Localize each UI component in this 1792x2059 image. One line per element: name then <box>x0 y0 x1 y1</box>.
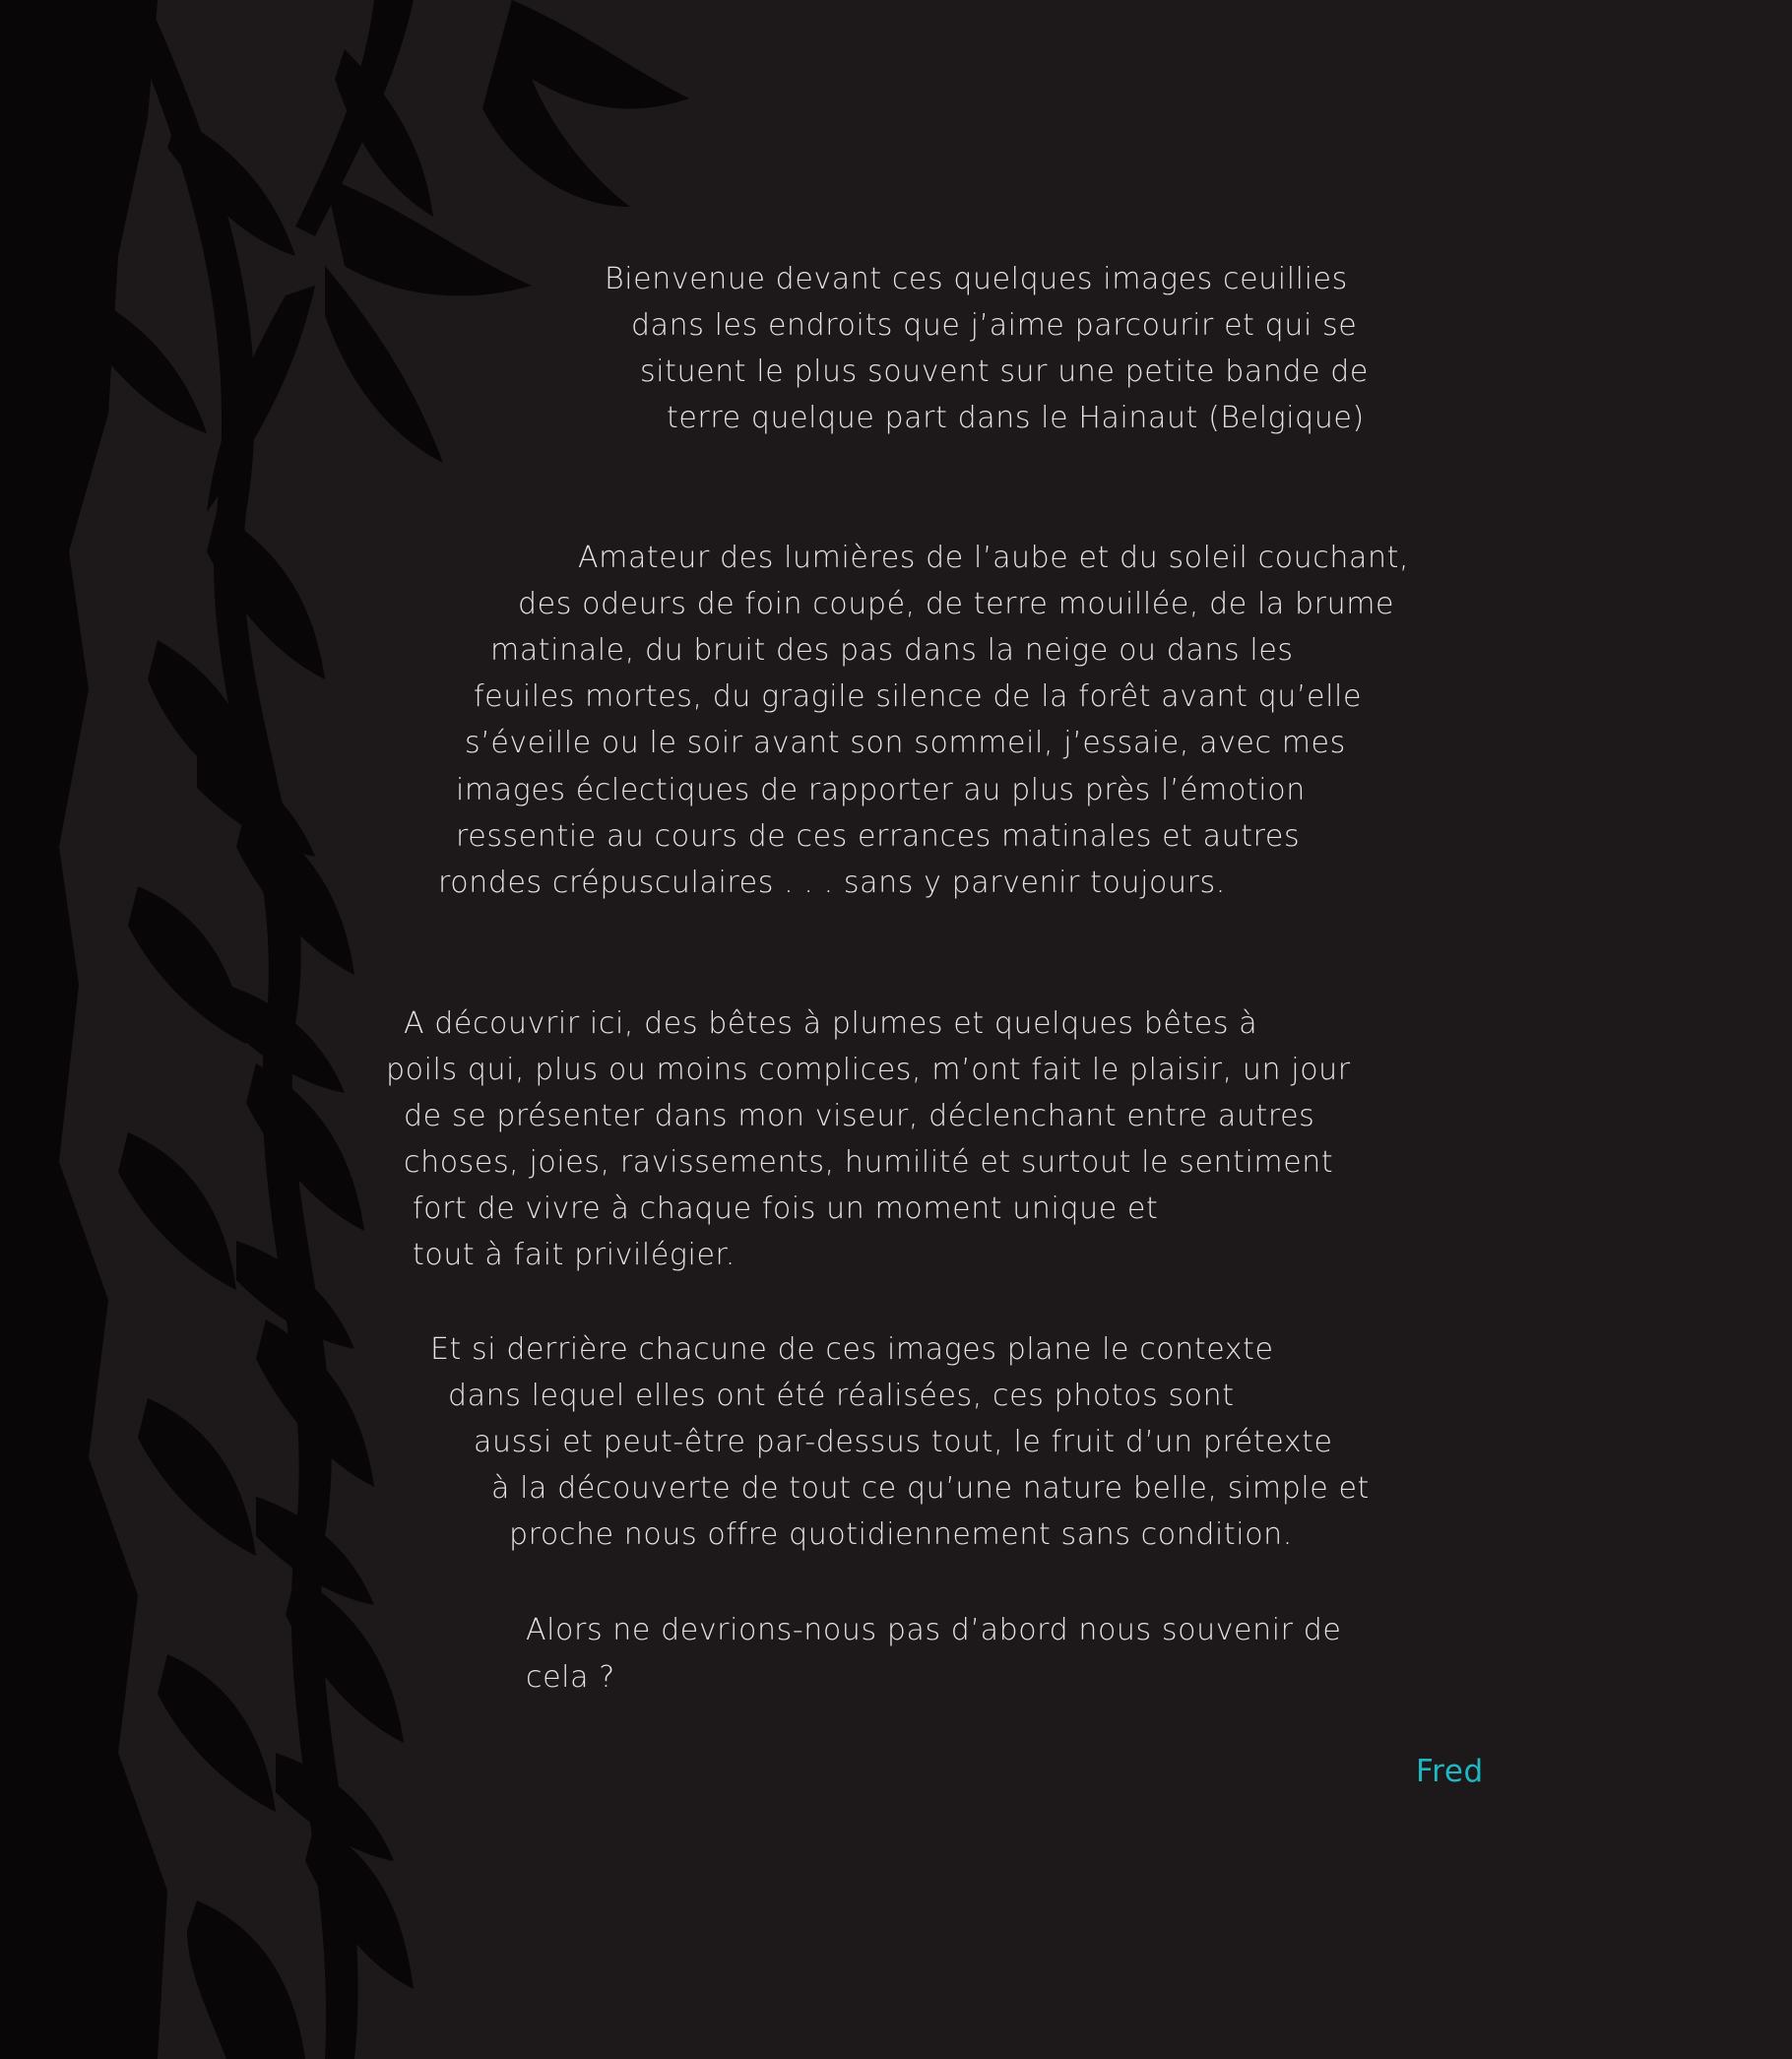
discover-line-3: de se présenter dans mon viseur, déclenchant entre autres <box>404 1099 1315 1133</box>
intro-line-3: situent le plus souvent sur une petite bande de <box>640 354 1369 389</box>
amateur-line-5: s’éveille ou le soir avant son sommeil, j’essaie, avec mes <box>465 726 1346 760</box>
discover-line-4: choses, joies, ravissements, humilité et surtout le sentiment <box>404 1145 1334 1180</box>
amateur-line-2: des odeurs de foin coupé, de terre mouillée, de la brume <box>518 587 1395 621</box>
discover-line-2: poils qui, plus ou moins complices, m’ont fait le plaisir, un jour <box>386 1053 1351 1087</box>
amateur-line-7: ressentie au cours de ces errances matinales et autres <box>456 819 1301 854</box>
question-line-1: Alors ne devrions-nous pas d’abord nous souvenir de <box>526 1613 1342 1647</box>
intro-line-4: terre quelque part dans le Hainaut (Belgique) <box>667 401 1365 435</box>
amateur-line-1: Amateur des lumières de l’aube et du soleil couchant, <box>578 541 1410 575</box>
amateur-line-6: images éclectiques de rapporter au plus près l’émotion <box>456 773 1306 807</box>
context-line-5: proche nous offre quotidiennement sans condition. <box>509 1517 1293 1552</box>
context-line-2: dans lequel elles ont été réalisées, ces photos sont <box>448 1379 1235 1413</box>
amateur-line-3: matinale, du bruit des pas dans la neige ou dans les <box>490 633 1294 668</box>
amateur-line-8: rondes crépusculaires . . . sans y parvenir toujours. <box>438 866 1226 900</box>
context-line-1: Et si derrière chacune de ces images plane le contexte <box>430 1332 1274 1367</box>
amateur-line-4: feuiles mortes, du gragile silence de la forêt avant qu’elle <box>474 679 1363 714</box>
discover-line-5: fort de vivre à chaque fois un moment unique et <box>413 1191 1159 1226</box>
context-line-3: aussi et peut-être par-dessus tout, le fruit d’un prétexte <box>474 1425 1333 1459</box>
signature: Fred <box>1416 1754 1484 1789</box>
context-line-4: à la découverte de tout ce qu’une nature belle, simple et <box>491 1471 1370 1506</box>
intro-line-1: Bienvenue devant ces quelques images ceuillies <box>605 262 1348 296</box>
question-line-2: cela ? <box>526 1660 615 1695</box>
discover-line-6: tout à fait privilégier. <box>413 1238 736 1272</box>
discover-line-1: A découvrir ici, des bêtes à plumes et quelques bêtes à <box>404 1006 1258 1041</box>
intro-line-2: dans les endroits que j’aime parcourir et qui se <box>631 308 1358 343</box>
